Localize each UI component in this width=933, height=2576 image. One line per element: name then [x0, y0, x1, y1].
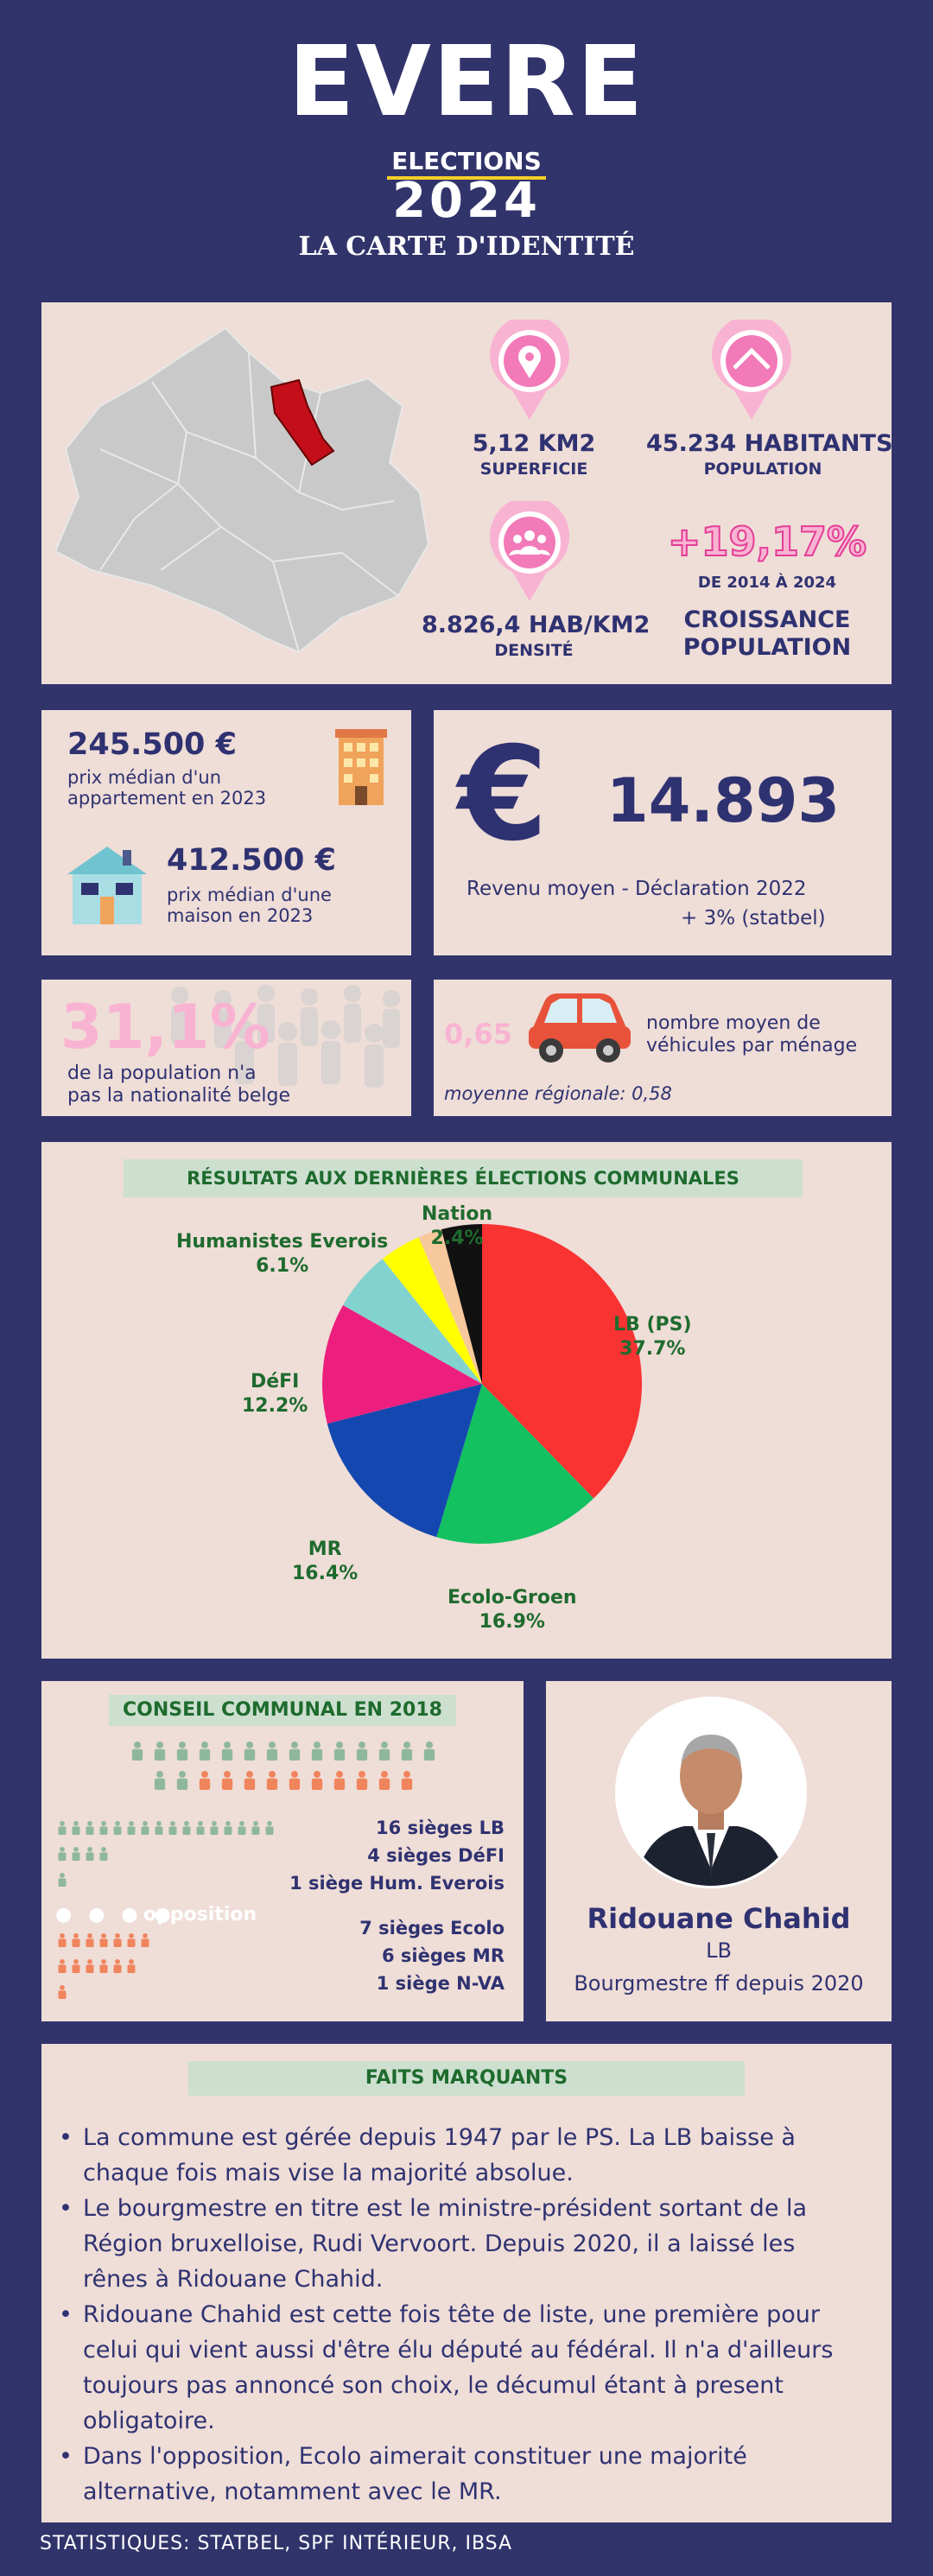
house-icon	[62, 840, 152, 926]
seat-icon	[86, 1933, 94, 1947]
seat-icon	[114, 1821, 122, 1835]
seat-icon	[312, 1742, 322, 1761]
pie-label-lb: LB (PS) 37.7%	[613, 1314, 692, 1360]
location-pin-icon	[486, 320, 573, 423]
identity-card	[41, 302, 892, 684]
seat-icon	[132, 1742, 143, 1761]
croissance-label-1: CROISSANCE	[683, 606, 851, 633]
seat-icon	[312, 1771, 322, 1790]
pie-label-mr: MR 16.4%	[292, 1539, 359, 1584]
mayor-portrait	[615, 1697, 807, 1888]
seat-icon	[73, 1959, 80, 1973]
results-heading: RÉSULTATS AUX DERNIÈRES ÉLECTIONS COMMUNALES	[124, 1159, 803, 1197]
seat-icon	[252, 1821, 260, 1835]
seat-icon	[73, 1933, 80, 1947]
seat-icon	[222, 1771, 232, 1790]
regional-average: moyenne régionale: 0,58	[444, 1083, 672, 1104]
seat-icon	[267, 1742, 277, 1761]
euro-icon: €	[458, 720, 549, 870]
brussels-map	[48, 311, 446, 682]
seat-icon	[59, 1959, 67, 1973]
seat-icon	[100, 1959, 108, 1973]
nationality-card	[41, 980, 411, 1116]
mayor-card	[546, 1681, 892, 2021]
income-card	[434, 710, 892, 955]
council-card	[41, 1681, 524, 2021]
pie-label-defi: DéFI 12.2%	[242, 1371, 308, 1417]
seat-icon	[59, 1985, 67, 1999]
seat-icon	[128, 1821, 136, 1835]
seats-hum: 1 siège Hum. Everois	[289, 1873, 505, 1894]
seat-icon	[114, 1933, 122, 1947]
seats-hum-icons	[54, 1871, 278, 1895]
seat-icon	[177, 1771, 187, 1790]
vehicles-label-2: véhicules par ménage	[646, 1035, 858, 1056]
seats-defi-icons	[54, 1845, 278, 1869]
seat-icon	[334, 1771, 345, 1790]
seat-icon	[289, 1742, 300, 1761]
seat-icon	[222, 1742, 232, 1761]
results-card	[41, 1142, 892, 1659]
opposition-label: opposition	[143, 1904, 257, 1926]
fact-item: • Ridouane Chahid est cette fois tête de liste, une première pour celui qui vient aussi d'être élu député au fédéral. Il n'a d'ailleurs toujours pas annoncé son choix, le décumul étant à present obligatoire.	[41, 2297, 892, 2439]
building-icon	[335, 729, 387, 805]
seat-icon	[211, 1821, 219, 1835]
densite-value: 8.826,4 HAB/KM2	[422, 612, 651, 638]
appartement-price: 245.500 €	[67, 727, 237, 762]
seat-icon	[114, 1959, 122, 1973]
seat-icon	[357, 1771, 367, 1790]
superficie-value: 5,12 KM2	[472, 430, 596, 457]
mayor-name: Ridouane Chahid	[587, 1902, 851, 1935]
habitants-label: POPULATION	[703, 460, 822, 479]
maison-price: 412.500 €	[167, 843, 336, 878]
page-title: EVERE	[288, 26, 645, 138]
nationality-value: 31,1%	[60, 992, 270, 1063]
seat-icon	[59, 1873, 67, 1887]
seat-icon	[59, 1821, 67, 1835]
seat-icon	[357, 1742, 367, 1761]
seat-icon	[128, 1933, 136, 1947]
seat-icon	[73, 1821, 80, 1835]
facts-list	[41, 2120, 892, 2509]
council-heading: CONSEIL COMMUNAL EN 2018	[109, 1695, 456, 1726]
seat-icon	[200, 1771, 210, 1790]
seat-icon	[266, 1821, 274, 1835]
seat-icon	[244, 1771, 255, 1790]
income-change: + 3% (statbel)	[681, 907, 826, 930]
vehicles-card	[434, 980, 892, 1116]
seats-lb-icons	[54, 1819, 278, 1843]
seats-mr-icons	[54, 1957, 278, 1982]
facts-heading: FAITS MARQUANTS	[188, 2061, 745, 2096]
seat-icon	[183, 1821, 191, 1835]
densite-label: DENSITÉ	[494, 641, 574, 660]
mayor-party: LB	[706, 1938, 732, 1963]
seat-icon	[86, 1821, 94, 1835]
seat-icon	[225, 1821, 232, 1835]
pie-label-ecolo: Ecolo-Groen 16.9%	[447, 1587, 577, 1633]
opposition-dots: ● ● ● ●	[55, 1904, 176, 1926]
facts-card	[41, 2044, 892, 2522]
seat-icon	[155, 1771, 165, 1790]
hemicycle-seats	[119, 1740, 447, 1799]
fact-item: • Dans l'opposition, Ecolo aimerait constituer une majorité alternative, notamment avec le MR.	[41, 2439, 892, 2509]
elections-label: ELECTIONS	[387, 147, 546, 180]
seat-icon	[402, 1771, 412, 1790]
seat-icon	[267, 1771, 277, 1790]
croissance-period: DE 2014 À 2024	[697, 574, 837, 592]
home-pin-icon	[708, 320, 795, 423]
appartement-label-1: prix médian d'un	[67, 767, 222, 788]
seats-nva: 1 siège N-VA	[376, 1973, 505, 1994]
vehicles-value: 0,65	[444, 1018, 512, 1050]
superficie-label: SUPERFICIE	[479, 460, 588, 479]
nationality-label-2: pas la nationalité belge	[67, 1085, 291, 1107]
pie-label-nation: Nation 2.4%	[422, 1203, 493, 1249]
people-pin-icon	[486, 501, 573, 605]
appartement-label-2: appartement en 2023	[67, 788, 267, 809]
maison-label-1: prix médian d'une	[167, 885, 332, 905]
seat-icon	[100, 1821, 108, 1835]
maison-label-2: maison en 2023	[167, 905, 314, 926]
seats-nva-icons	[54, 1983, 278, 2008]
car-icon	[525, 987, 634, 1064]
seat-icon	[177, 1742, 187, 1761]
seat-icon	[379, 1771, 390, 1790]
seat-icon	[142, 1933, 149, 1947]
croissance-label-2: POPULATION	[682, 634, 852, 661]
seat-icon	[86, 1847, 94, 1861]
seats-mr: 6 sièges MR	[381, 1945, 505, 1966]
seat-icon	[200, 1742, 210, 1761]
seat-icon	[238, 1821, 246, 1835]
seat-icon	[244, 1742, 255, 1761]
election-year: 2024	[392, 173, 541, 229]
seat-icon	[59, 1933, 67, 1947]
pie-label-humanistes: Humanistes Everois 6.1%	[176, 1231, 389, 1277]
croissance-value: +19,17%	[667, 518, 867, 565]
fact-item: • Le bourgmestre en titre est le ministre-président sortant de la Région bruxelloise, Rudi Vervoort. Depuis 2020, il a laissé les rênes à Ridouane Chahid.	[41, 2191, 892, 2297]
seat-icon	[86, 1959, 94, 1973]
seat-icon	[156, 1821, 163, 1835]
nationality-label-1: de la population n'a	[67, 1063, 257, 1084]
sources-footer: STATISTIQUES: STATBEL, SPF INTÉRIEUR, IBSA	[40, 2533, 513, 2554]
seat-icon	[155, 1742, 165, 1761]
mayor-role: Bourgmestre ff depuis 2020	[574, 1971, 864, 1995]
income-label: Revenu moyen - Déclaration 2022	[466, 878, 807, 900]
fact-item: • La commune est gérée depuis 1947 par le PS. La LB baisse à chaque fois mais vise la majorité absolue.	[41, 2120, 892, 2191]
income-value: 14.893	[606, 765, 841, 836]
seat-icon	[169, 1821, 177, 1835]
seat-icon	[424, 1742, 435, 1761]
seat-icon	[128, 1959, 136, 1973]
seats-defi: 4 sièges DéFI	[367, 1845, 505, 1866]
seats-ecolo: 7 sièges Ecolo	[359, 1918, 505, 1938]
seat-icon	[402, 1742, 412, 1761]
seat-icon	[73, 1847, 80, 1861]
seat-icon	[289, 1771, 300, 1790]
seat-icon	[379, 1742, 390, 1761]
seat-icon	[100, 1847, 108, 1861]
seat-icon	[197, 1821, 205, 1835]
seats-ecolo-icons	[54, 1932, 278, 1956]
habitants-value: 45.234 HABITANTS	[646, 430, 893, 457]
seat-icon	[59, 1847, 67, 1861]
housing-card	[41, 710, 411, 955]
seat-icon	[334, 1742, 345, 1761]
vehicles-label-1: nombre moyen de	[646, 1012, 821, 1034]
seat-icon	[142, 1821, 149, 1835]
seats-lb: 16 sièges LB	[376, 1818, 505, 1838]
seat-icon	[100, 1933, 108, 1947]
page-subtitle: LA CARTE D'IDENTITÉ	[298, 232, 635, 262]
